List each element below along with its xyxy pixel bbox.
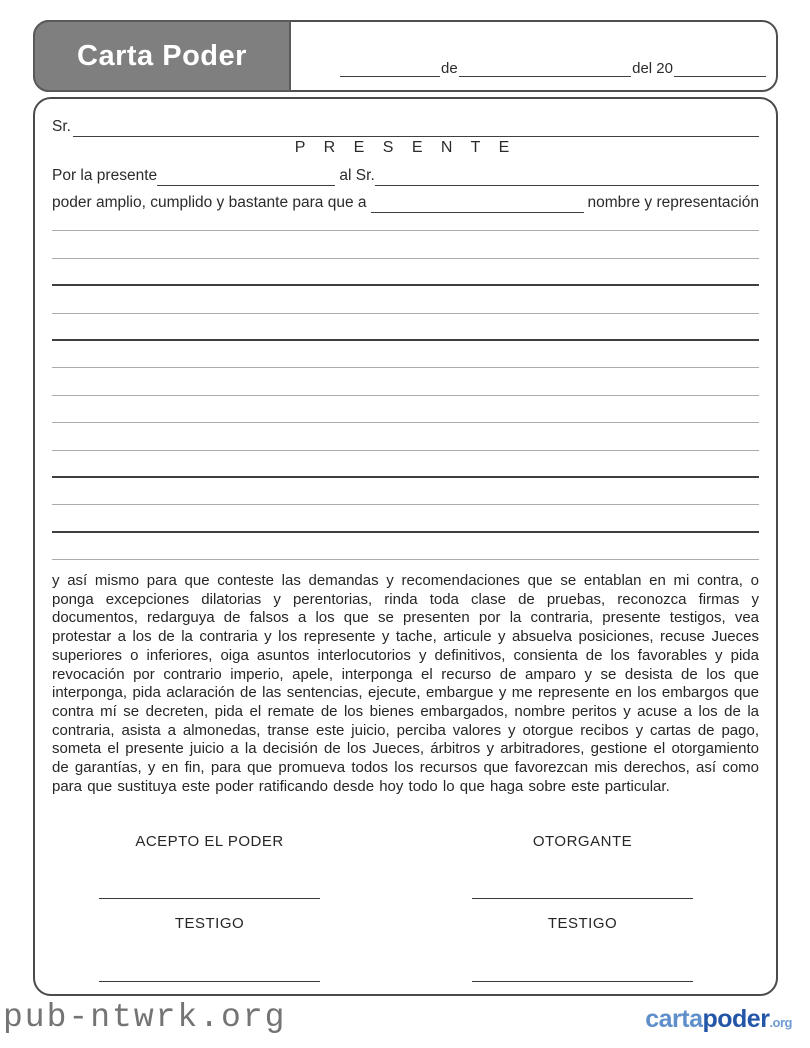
legal-clauses-paragraph: y así mismo para que conteste las demandas y recomendaciones que se entablan en mi contra, o ponga excepciones dilatorias y perentorias, rinda toda clase de pruebas, reconozca firmas y documentos, redarguya de falsos a los que se presenten por la contraria, presente testigos, vea protestar a los de la contraria y los represente y tache, articule y absuelva posiciones, recuse Jueces superiores o inferiores, oiga asuntos interlocutorios y definitivos, consienta de los favorables y pida revocación por contrario imperio, apele, interponga el recurso de amparo y se desista de los que interponga, pida aclaración de las sentencias, ejecute, embargue y me represente en los embargos que contra mí se decreten, pida el remate de los bienes embargados, nombre peritos y acuse a los de la contraria, asista a almonedas, transe este juicio, perciba valores y otorgue recibos y cartas de pago, someta el presente juicio a la decisión de los Jueces, árbitros y arbitradores, gestione el otorgamiento de garantías, y en fin, para que promueva todos los recursos que favorezcan mis derechos, así como para que sustituya este poder ratificando desde hoy todo lo que haga sobre este particular. <box>52 572 759 795</box>
presente-heading: P R E S E N T E <box>294 139 517 156</box>
ruled-line[interactable] <box>52 478 759 505</box>
ruled-line[interactable] <box>52 286 759 313</box>
witness-right-signature-line[interactable] <box>472 981 693 982</box>
watermark-text: pub-ntwrk.org <box>3 999 287 1036</box>
ruled-line[interactable] <box>52 231 759 258</box>
nombre-representacion-label: nombre y representación <box>587 194 759 211</box>
accept-power-label: ACEPTO EL PODER <box>135 833 284 850</box>
date-del-label: del 20 <box>632 60 673 77</box>
grant-action-blank[interactable] <box>157 184 335 186</box>
date-line <box>340 57 766 77</box>
ruled-line[interactable] <box>52 533 759 560</box>
ruled-line[interactable] <box>52 368 759 395</box>
form-body-box <box>33 97 778 996</box>
ruled-line[interactable] <box>52 451 759 478</box>
witness-left-signature-line[interactable] <box>99 981 320 982</box>
ruled-line[interactable] <box>52 259 759 286</box>
grantor-label: OTORGANTE <box>532 833 633 850</box>
ruled-line[interactable] <box>52 396 759 423</box>
accept-signature-line[interactable] <box>99 898 320 899</box>
ruled-lines <box>52 204 759 560</box>
al-sr-label: al Sr. <box>335 167 375 184</box>
sr-label: Sr. <box>52 118 71 135</box>
por-la-presente-label: Por la presente <box>52 167 158 184</box>
poder-amplio-label: poder amplio, cumplido y bastante para que a <box>52 194 367 211</box>
header-title-box <box>33 20 291 92</box>
ruled-line[interactable] <box>52 423 759 450</box>
header <box>33 20 778 92</box>
logo-carta-text: carta <box>645 1005 703 1033</box>
ruled-line[interactable] <box>52 314 759 341</box>
witness-left-label: TESTIGO <box>174 915 245 932</box>
addressee-name-blank[interactable] <box>73 135 759 137</box>
date-year-blank[interactable] <box>674 75 766 77</box>
logo-tld-text: .org <box>769 1015 792 1030</box>
attorney-name-blank[interactable] <box>375 184 759 186</box>
representative-blank[interactable] <box>371 211 584 213</box>
ruled-line[interactable] <box>52 505 759 532</box>
logo-poder-text: poder <box>702 1005 770 1033</box>
date-day-blank[interactable] <box>340 75 440 77</box>
date-month-blank[interactable] <box>459 75 631 77</box>
date-de-label: de <box>441 60 458 77</box>
document-title: Carta Poder <box>77 39 247 72</box>
grantor-signature-line[interactable] <box>472 898 693 899</box>
addressee-row <box>52 115 759 137</box>
ruled-line[interactable] <box>52 341 759 368</box>
grant-row <box>52 162 759 186</box>
witness-right-label: TESTIGO <box>547 915 618 932</box>
cartapoder-logo[interactable] <box>645 1005 792 1034</box>
